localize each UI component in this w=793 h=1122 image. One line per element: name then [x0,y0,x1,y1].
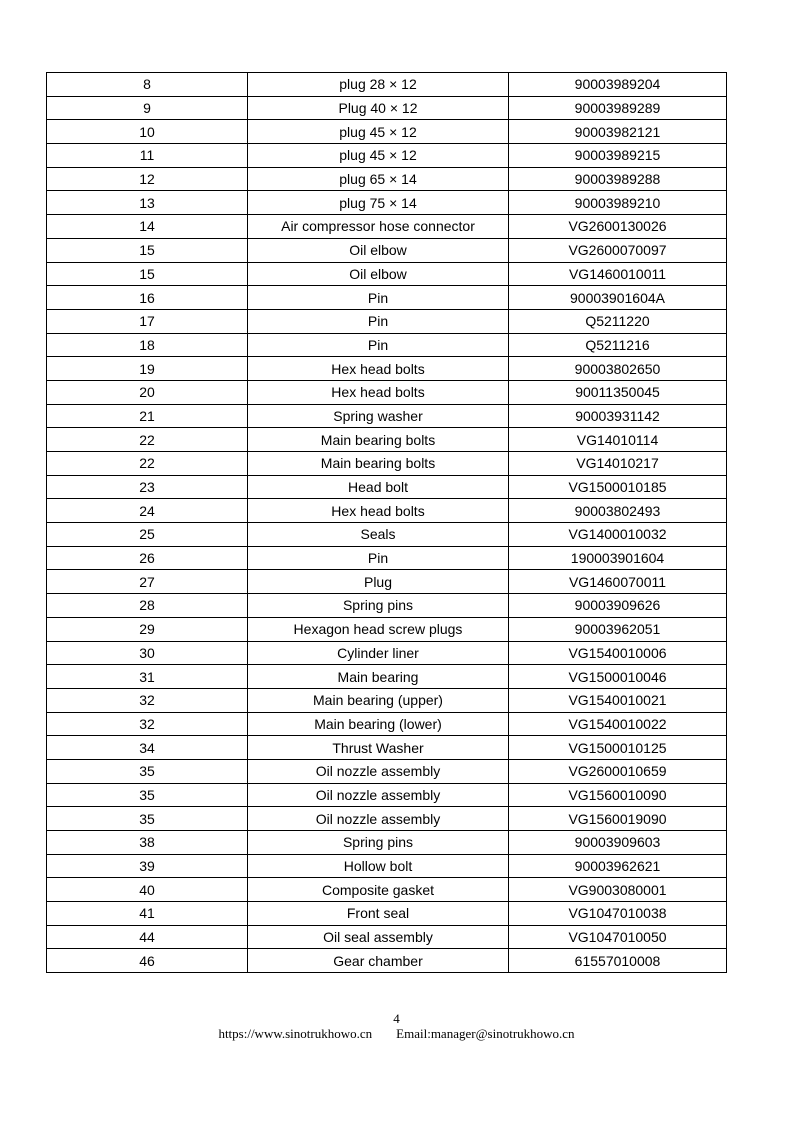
cell-item-number: 30 [47,641,248,665]
cell-item-number: 21 [47,404,248,428]
cell-item-number: 15 [47,262,248,286]
cell-item-number: 41 [47,902,248,926]
cell-part-code: 90011350045 [509,380,727,404]
cell-part-code: 90003989204 [509,73,727,97]
cell-part-name: Pin [248,546,509,570]
table-row [47,357,727,381]
cell-part-name: Oil elbow [248,238,509,262]
cell-item-number: 20 [47,380,248,404]
cell-item-number: 35 [47,759,248,783]
table-row [47,878,727,902]
table-row [47,309,727,333]
cell-part-name: Hex head bolts [248,499,509,523]
cell-item-number: 31 [47,665,248,689]
cell-part-code: VG1500010046 [509,665,727,689]
cell-part-code: VG1560010090 [509,783,727,807]
table-row [47,831,727,855]
parts-table-body [47,73,727,973]
table-row [47,452,727,476]
cell-item-number: 19 [47,357,248,381]
cell-part-name: Hex head bolts [248,357,509,381]
cell-part-code: 90003909603 [509,831,727,855]
cell-item-number: 35 [47,807,248,831]
cell-part-name: plug 45 × 12 [248,120,509,144]
cell-part-name: Pin [248,333,509,357]
footer-email: Email:manager@sinotrukhowo.cn [396,1026,575,1041]
cell-part-name: Main bearing (upper) [248,688,509,712]
cell-part-name: Pin [248,286,509,310]
cell-part-code: 90003989210 [509,191,727,215]
cell-item-number: 32 [47,688,248,712]
cell-part-code: 90003962051 [509,617,727,641]
cell-item-number: 28 [47,594,248,618]
cell-part-code: VG1540010006 [509,641,727,665]
cell-item-number: 35 [47,783,248,807]
cell-part-code: VG2600070097 [509,238,727,262]
cell-item-number: 10 [47,120,248,144]
table-row [47,759,727,783]
cell-item-number: 22 [47,428,248,452]
cell-part-name: Oil nozzle assembly [248,759,509,783]
cell-item-number: 18 [47,333,248,357]
cell-part-code: VG1540010022 [509,712,727,736]
cell-part-name: plug 75 × 14 [248,191,509,215]
cell-part-name: Hollow bolt [248,854,509,878]
cell-part-code: VG9003080001 [509,878,727,902]
cell-part-code: 90003989289 [509,96,727,120]
cell-part-name: Cylinder liner [248,641,509,665]
cell-item-number: 17 [47,309,248,333]
table-row [47,949,727,973]
table-row [47,523,727,547]
table-row [47,925,727,949]
cell-part-name: Seals [248,523,509,547]
table-row [47,73,727,97]
cell-item-number: 11 [47,144,248,168]
cell-part-name: Spring washer [248,404,509,428]
cell-part-name: Plug 40 × 12 [248,96,509,120]
cell-part-code: VG1560019090 [509,807,727,831]
cell-part-code: 90003931142 [509,404,727,428]
cell-part-name: Oil nozzle assembly [248,807,509,831]
cell-part-name: plug 65 × 14 [248,167,509,191]
cell-part-code: VG1400010032 [509,523,727,547]
cell-part-code: VG1460070011 [509,570,727,594]
cell-item-number: 23 [47,475,248,499]
cell-part-name: Pin [248,309,509,333]
table-row [47,286,727,310]
cell-part-code: 90003802493 [509,499,727,523]
cell-part-code: 90003901604A [509,286,727,310]
cell-part-name: Spring pins [248,831,509,855]
cell-part-name: plug 45 × 12 [248,144,509,168]
cell-part-name: Air compressor hose connector [248,215,509,239]
cell-part-code: 61557010008 [509,949,727,973]
table-row [47,144,727,168]
table-row [47,380,727,404]
footer-contact [0,1026,793,1042]
cell-part-code: VG14010114 [509,428,727,452]
cell-part-name: Oil nozzle assembly [248,783,509,807]
cell-part-name: Main bearing bolts [248,428,509,452]
cell-part-name: Hexagon head screw plugs [248,617,509,641]
cell-item-number: 13 [47,191,248,215]
table-row [47,428,727,452]
table-row [47,475,727,499]
table-row [47,167,727,191]
page-number: 4 [393,1011,400,1026]
cell-item-number: 40 [47,878,248,902]
parts-table [46,72,727,973]
cell-part-code: VG1460010011 [509,262,727,286]
cell-item-number: 24 [47,499,248,523]
cell-item-number: 38 [47,831,248,855]
cell-item-number: 8 [47,73,248,97]
table-row [47,712,727,736]
table-row [47,641,727,665]
table-row [47,262,727,286]
cell-item-number: 46 [47,949,248,973]
cell-part-code: VG1540010021 [509,688,727,712]
cell-part-code: 90003989215 [509,144,727,168]
cell-part-code: Q5211220 [509,309,727,333]
cell-part-code: 90003989288 [509,167,727,191]
table-row [47,546,727,570]
cell-item-number: 15 [47,238,248,262]
cell-part-code: 90003802650 [509,357,727,381]
table-row [47,96,727,120]
table-row [47,594,727,618]
cell-item-number: 22 [47,452,248,476]
cell-part-code: VG2600130026 [509,215,727,239]
table-row [47,333,727,357]
cell-part-name: Plug [248,570,509,594]
table-row [47,570,727,594]
cell-part-code: VG1500010125 [509,736,727,760]
table-row [47,238,727,262]
cell-part-name: Hex head bolts [248,380,509,404]
cell-part-name: Main bearing [248,665,509,689]
table-row [47,191,727,215]
cell-part-name: Thrust Washer [248,736,509,760]
table-row [47,665,727,689]
cell-item-number: 26 [47,546,248,570]
cell-part-name: Main bearing bolts [248,452,509,476]
cell-part-name: Oil elbow [248,262,509,286]
cell-item-number: 32 [47,712,248,736]
table-row [47,783,727,807]
cell-part-code: 90003982121 [509,120,727,144]
table-row [47,854,727,878]
cell-item-number: 12 [47,167,248,191]
cell-item-number: 39 [47,854,248,878]
cell-item-number: 27 [47,570,248,594]
cell-part-code: VG14010217 [509,452,727,476]
table-row [47,688,727,712]
cell-item-number: 14 [47,215,248,239]
table-row [47,499,727,523]
cell-part-name: Composite gasket [248,878,509,902]
table-row [47,807,727,831]
cell-item-number: 9 [47,96,248,120]
cell-part-name: Front seal [248,902,509,926]
cell-part-code: VG1047010050 [509,925,727,949]
table-row [47,404,727,428]
cell-item-number: 25 [47,523,248,547]
cell-item-number: 44 [47,925,248,949]
cell-part-name: Gear chamber [248,949,509,973]
cell-item-number: 16 [47,286,248,310]
table-row [47,120,727,144]
cell-part-name: Main bearing (lower) [248,712,509,736]
cell-part-name: Spring pins [248,594,509,618]
cell-part-code: VG1047010038 [509,902,727,926]
cell-item-number: 29 [47,617,248,641]
footer-website: https://www.sinotrukhowo.cn [218,1026,373,1041]
cell-part-name: Oil seal assembly [248,925,509,949]
cell-item-number: 34 [47,736,248,760]
cell-part-code: VG2600010659 [509,759,727,783]
cell-part-code: 90003962621 [509,854,727,878]
table-row [47,617,727,641]
cell-part-code: 90003909626 [509,594,727,618]
cell-part-code: Q5211216 [509,333,727,357]
cell-part-code: VG1500010185 [509,475,727,499]
table-row [47,215,727,239]
cell-part-code: 190003901604 [509,546,727,570]
cell-part-name: plug 28 × 12 [248,73,509,97]
cell-part-name: Head bolt [248,475,509,499]
table-row [47,902,727,926]
table-row [47,736,727,760]
